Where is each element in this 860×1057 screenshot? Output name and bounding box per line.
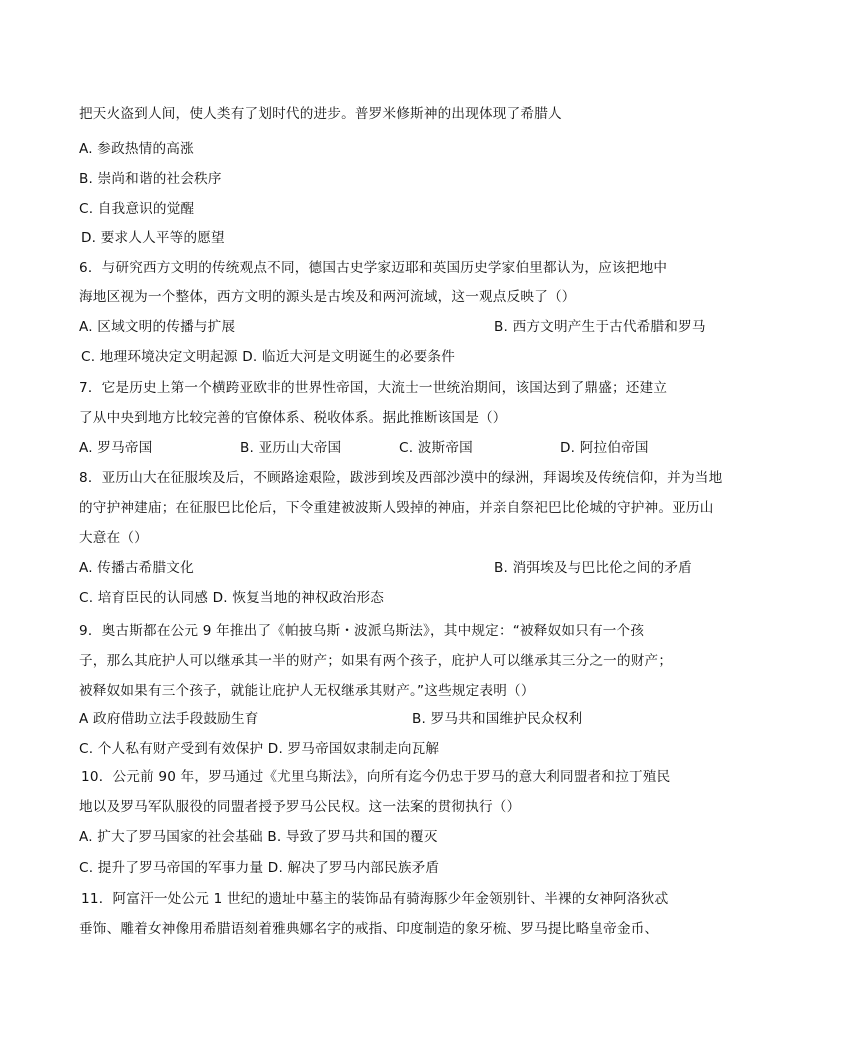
q9-stem-line-3: 被释奴如果有三个孩子，就能让庇护人无权继承其财产。”这些规定表明（） <box>79 683 535 699</box>
q6-options-cd: C. 地理环境决定文明起源 D. 临近大河是文明诞生的必要条件 <box>81 349 456 365</box>
q7-stem-line-2: 了从中央到地方比较完善的官僚体系、税收体系。据此推断该国是（） <box>79 410 507 426</box>
q8-option-b: B. 消弭埃及与巴比伦之间的矛盾 <box>494 560 692 576</box>
q5-option-c: C. 自我意识的觉醒 <box>79 201 195 217</box>
q8-options-row-1 <box>79 558 692 578</box>
q11-stem-line-2: 垂饰、雕着女神像用希腊语刻着雅典娜名字的戒指、印度制造的象牙梳、罗马提比略皇帝金币、 <box>79 921 659 937</box>
q6-option-b: B. 西方文明产生于古代希腊和罗马 <box>494 319 706 335</box>
q5-option-a: A. 参政热情的高涨 <box>79 141 194 157</box>
q7-option-c: C. 波斯帝国 <box>399 440 473 456</box>
q8-option-a: A. 传播古希腊文化 <box>79 560 194 576</box>
q10-stem-line-1: 10．公元前 90 年，罗马通过《尤里乌斯法》，向所有迄今仍忠于罗马的意大利同盟者和拉丁殖民 <box>81 769 671 785</box>
q8-options-cd: C. 培育臣民的认同感 D. 恢复当地的神权政治形态 <box>79 590 385 606</box>
q10-options-cd: C. 提升了罗马帝国的军事力量 D. 解决了罗马内部民族矛盾 <box>79 860 440 876</box>
q9-options-cd: C. 个人私有财产受到有效保护 D. 罗马帝国奴隶制走向瓦解 <box>79 741 440 757</box>
q8-stem-line-2: 的守护神建庙；在征服巴比伦后，下令重建被波斯人毁掉的神庙，并亲自祭祀巴比伦城的守护神。亚历山 <box>79 500 714 516</box>
q10-options-ab: A. 扩大了罗马国家的社会基础 B. 导致了罗马共和国的覆灭 <box>79 829 438 845</box>
q6-option-a: A. 区域文明的传播与扩展 <box>79 319 236 335</box>
q6-stem-line-2: 海地区视为一个整体，西方文明的源头是古埃及和两河流域，这一观点反映了（） <box>79 289 576 305</box>
q9-stem-line-1: 9．奥古斯都在公元 9 年推出了《帕披乌斯・波派乌斯法》，其中规定：“被释奴如只有一个孩 <box>79 623 645 639</box>
q6-stem-line-1: 6．与研究西方文明的传统观点不同，德国古史学家迈耶和英国历史学家伯里都认为，应该把地中 <box>79 260 668 276</box>
q9-option-a: A 政府借助立法手段鼓励生育 <box>79 711 259 727</box>
q6-options-row-1 <box>79 317 706 337</box>
q9-options-row-1 <box>79 709 583 729</box>
q5-option-b: B. 崇尚和谐的社会秩序 <box>79 171 222 187</box>
q7-stem-line-1: 7．它是历史上第一个横跨亚欧非的世界性帝国，大流士一世统治期间，该国达到了鼎盛；还建立 <box>79 380 668 396</box>
intro-line: 把天火盗到人间，使人类有了划时代的进步。普罗米修斯神的出现体现了希腊人 <box>79 106 562 122</box>
q11-stem-line-1: 11．阿富汗一处公元 1 世纪的遗址中墓主的装饰品有骑海豚少年金领别针、半裸的女神阿洛狄忒 <box>81 891 669 907</box>
q8-stem-line-1: 8．亚历山大在征服埃及后，不顾路途艰险，跋涉到埃及西部沙漠中的绿洲，拜谒埃及传统信仰，并为当地 <box>79 470 723 486</box>
q10-stem-line-2: 地以及罗马军队服役的同盟者授予罗马公民权。这一法案的贯彻执行（） <box>79 799 521 815</box>
q9-stem-line-2: 子，那么其庇护人可以继承其一半的财产；如果有两个孩子，庇护人可以继承其三分之一的财产； <box>79 653 673 669</box>
q5-option-d: D. 要求人人平等的愿望 <box>81 230 225 246</box>
q9-option-b: B. 罗马共和国维护民众权利 <box>412 711 583 727</box>
q7-option-d: D. 阿拉伯帝国 <box>560 440 649 456</box>
q7-option-a: A. 罗马帝国 <box>79 440 153 456</box>
q7-option-b: B. 亚历山大帝国 <box>240 440 342 456</box>
q8-stem-line-3: 大意在（） <box>79 530 148 546</box>
